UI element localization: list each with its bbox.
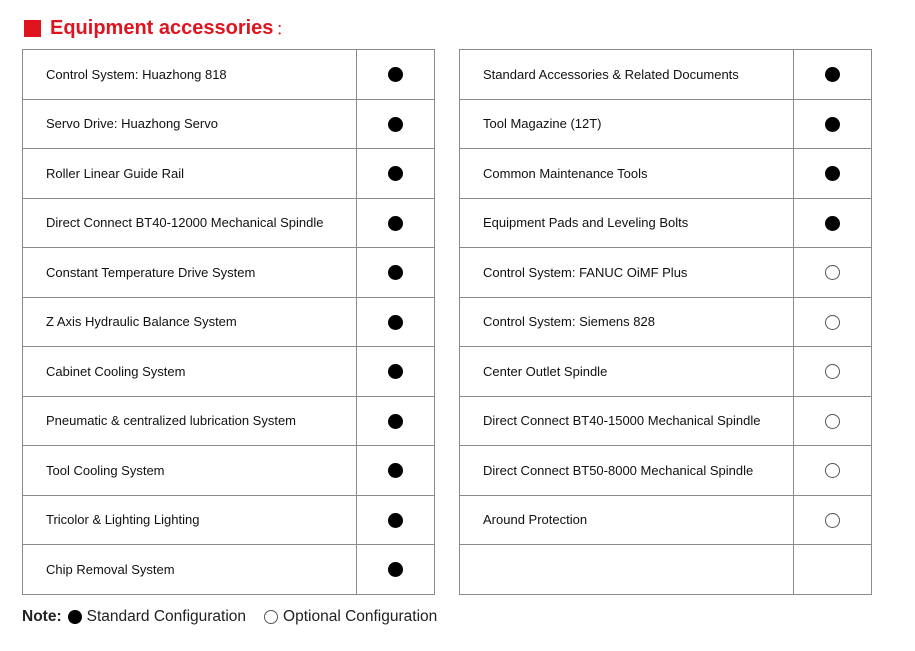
hollow-circle-icon (825, 414, 840, 429)
table-row (23, 495, 435, 545)
filled-circle-icon (68, 610, 82, 624)
filled-circle-icon (825, 67, 840, 82)
config-status-cell (794, 50, 872, 100)
config-status-cell (357, 446, 435, 496)
config-status-cell (357, 99, 435, 149)
accessory-name: Control System: FANUC OiMF Plus (460, 248, 794, 298)
hollow-circle-icon (825, 265, 840, 280)
accessory-name: Control System: Siemens 828 (460, 297, 794, 347)
accessory-name: Chip Removal System (23, 545, 357, 595)
filled-circle-icon (388, 513, 403, 528)
table-row (23, 198, 435, 248)
table-row (23, 50, 435, 100)
filled-circle-icon (825, 166, 840, 181)
hollow-circle-icon (825, 463, 840, 478)
config-status-cell (357, 495, 435, 545)
config-status-cell (357, 149, 435, 199)
accessory-name: Z Axis Hydraulic Balance System (23, 297, 357, 347)
table-row (460, 149, 872, 199)
accessory-name: Common Maintenance Tools (460, 149, 794, 199)
accessory-name: Servo Drive: Huazhong Servo (23, 99, 357, 149)
filled-circle-icon (388, 117, 403, 132)
table-row (460, 248, 872, 298)
filled-circle-icon (388, 463, 403, 478)
hollow-circle-icon (264, 610, 278, 624)
table-row (460, 99, 872, 149)
table-row (460, 198, 872, 248)
table-row (23, 297, 435, 347)
config-status-cell (357, 248, 435, 298)
accessory-name: Standard Accessories & Related Documents (460, 50, 794, 100)
config-status-cell (794, 198, 872, 248)
accessory-name: Pneumatic & centralized lubrication System (23, 396, 357, 446)
legend-optional-label: Optional Configuration (283, 608, 438, 625)
config-status-cell (357, 198, 435, 248)
config-status-cell (794, 149, 872, 199)
config-status-cell (357, 545, 435, 595)
config-status-cell (357, 50, 435, 100)
table-row (460, 347, 872, 397)
table-row (23, 99, 435, 149)
config-status-cell (794, 495, 872, 545)
config-status-cell (357, 347, 435, 397)
accessory-name: Constant Temperature Drive System (23, 248, 357, 298)
filled-circle-icon (825, 117, 840, 132)
config-status-cell (794, 297, 872, 347)
accessory-name: Tool Cooling System (23, 446, 357, 496)
table-row (23, 248, 435, 298)
config-status-cell (794, 248, 872, 298)
accessory-name: Center Outlet Spindle (460, 347, 794, 397)
hollow-circle-icon (825, 513, 840, 528)
table-row (23, 545, 435, 595)
table-row (460, 545, 872, 595)
filled-circle-icon (388, 315, 403, 330)
config-status-cell (794, 99, 872, 149)
table-row (23, 396, 435, 446)
accessory-name: Direct Connect BT40-15000 Mechanical Spindle (460, 396, 794, 446)
config-status-cell (357, 297, 435, 347)
filled-circle-icon (388, 67, 403, 82)
note-label: Note: (22, 608, 62, 625)
table-row (23, 347, 435, 397)
accessory-name: Equipment Pads and Leveling Bolts (460, 198, 794, 248)
hollow-circle-icon (825, 315, 840, 330)
title-colon: ： (275, 19, 294, 39)
filled-circle-icon (825, 216, 840, 231)
section-title: Equipment accessories (50, 16, 274, 39)
accessory-name: Around Protection (460, 495, 794, 545)
table-row (23, 446, 435, 496)
config-status-cell (794, 446, 872, 496)
filled-circle-icon (388, 414, 403, 429)
accessory-name: Tricolor & Lighting Lighting (23, 495, 357, 545)
table-row (460, 50, 872, 100)
filled-circle-icon (388, 265, 403, 280)
accessory-name: Roller Linear Guide Rail (23, 149, 357, 199)
filled-circle-icon (388, 166, 403, 181)
table-row (460, 446, 872, 496)
filled-circle-icon (388, 216, 403, 231)
accessory-name: Control System: Huazhong 818 (23, 50, 357, 100)
config-status-cell (794, 396, 872, 446)
filled-circle-icon (388, 562, 403, 577)
table-row (460, 297, 872, 347)
accessories-table-left (22, 49, 435, 595)
accessory-name: Direct Connect BT40-12000 Mechanical Spindle (23, 198, 357, 248)
legend-note (22, 606, 437, 628)
accessory-name: Direct Connect BT50-8000 Mechanical Spindle (460, 446, 794, 496)
filled-circle-icon (388, 364, 403, 379)
config-status-cell (794, 545, 872, 595)
accessories-table-right (459, 49, 872, 595)
legend-standard-label: Standard Configuration (86, 608, 247, 625)
table-row (460, 495, 872, 545)
accessory-name: Tool Magazine (12T) (460, 99, 794, 149)
table-row (460, 396, 872, 446)
accessory-name (460, 545, 794, 595)
accessory-name: Cabinet Cooling System (23, 347, 357, 397)
section-header (24, 14, 293, 42)
red-square-icon (24, 20, 41, 37)
table-row (23, 149, 435, 199)
hollow-circle-icon (825, 364, 840, 379)
config-status-cell (357, 396, 435, 446)
config-status-cell (794, 347, 872, 397)
